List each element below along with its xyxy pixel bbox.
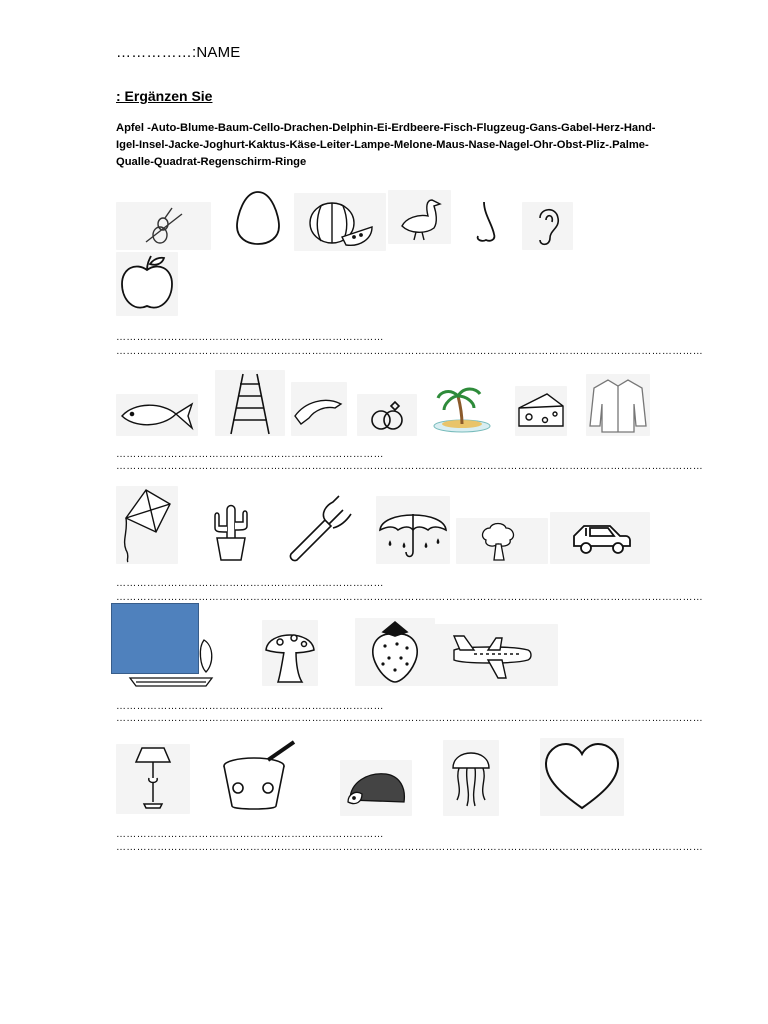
mushroom-icon [262, 620, 318, 686]
fork-icon [281, 492, 356, 564]
umbrella-icon [376, 496, 450, 564]
tree-icon [456, 518, 548, 564]
answer-line-long: ……………………………………………………………………………………………………………………………………………………… [116, 346, 704, 357]
answer-line-short: …………………………………………………………………… [116, 701, 384, 712]
page-heading: : Ergänzen Sie [116, 88, 213, 104]
yogurt-icon [216, 736, 300, 816]
answer-line-long: ……………………………………………………………………………………………………………………………………………………… [116, 592, 704, 603]
strawberry-icon [355, 618, 435, 686]
kite-icon [116, 486, 178, 564]
jellyfish-icon [443, 740, 499, 816]
jacket-icon [586, 374, 650, 436]
apple-icon [116, 252, 178, 316]
car-icon [550, 512, 650, 564]
name-line: ……………:NAME [116, 44, 241, 61]
word-list: Apfel -Auto-Blume-Baum-Cello-Drachen-Delphin-Ei-Erdbeere-Fisch-Flugzeug-Gans-Gabel-Herz-Hand-Igel-Insel-Jacke-Joghurt-Kaktus-Käse-Leiter-Lampe-Melone-Maus-Nase-Nagel-Ohr-Obst-Pliz-.Palme-Qualle-Quadrat-Regenschirm-Ringe [116, 122, 656, 168]
answer-line-short: …………………………………………………………………… [116, 578, 384, 589]
cheese-icon [515, 386, 567, 436]
answer-line-short: …………………………………………………………………… [116, 829, 384, 840]
dolphin-icon [291, 382, 347, 436]
rings-icon [357, 394, 417, 436]
answer-line-short: …………………………………………………………………… [116, 449, 384, 460]
heart-icon [540, 738, 624, 816]
ear-icon [522, 202, 573, 250]
lamp-icon [116, 744, 190, 814]
answer-line-long: ……………………………………………………………………………………………………………………………………………………… [116, 713, 704, 724]
cactus-icon [195, 498, 267, 564]
island-palm-icon [424, 380, 501, 436]
egg-icon [222, 184, 294, 250]
melon-icon [294, 193, 386, 251]
hedgehog-icon [340, 760, 412, 816]
answer-line-long: ……………………………………………………………………………………………………………………………………………………… [116, 842, 704, 853]
answer-line-long: ……………………………………………………………………………………………………………………………………………………… [116, 461, 704, 472]
fish-icon [116, 394, 198, 436]
ladder-icon [215, 370, 285, 436]
nose-icon [462, 196, 510, 250]
answer-line-short: …………………………………………………………………… [116, 332, 384, 343]
goose-icon [388, 190, 451, 244]
violin-icon [116, 202, 211, 250]
blue-square[interactable] [111, 603, 199, 674]
airplane-icon [434, 624, 558, 686]
